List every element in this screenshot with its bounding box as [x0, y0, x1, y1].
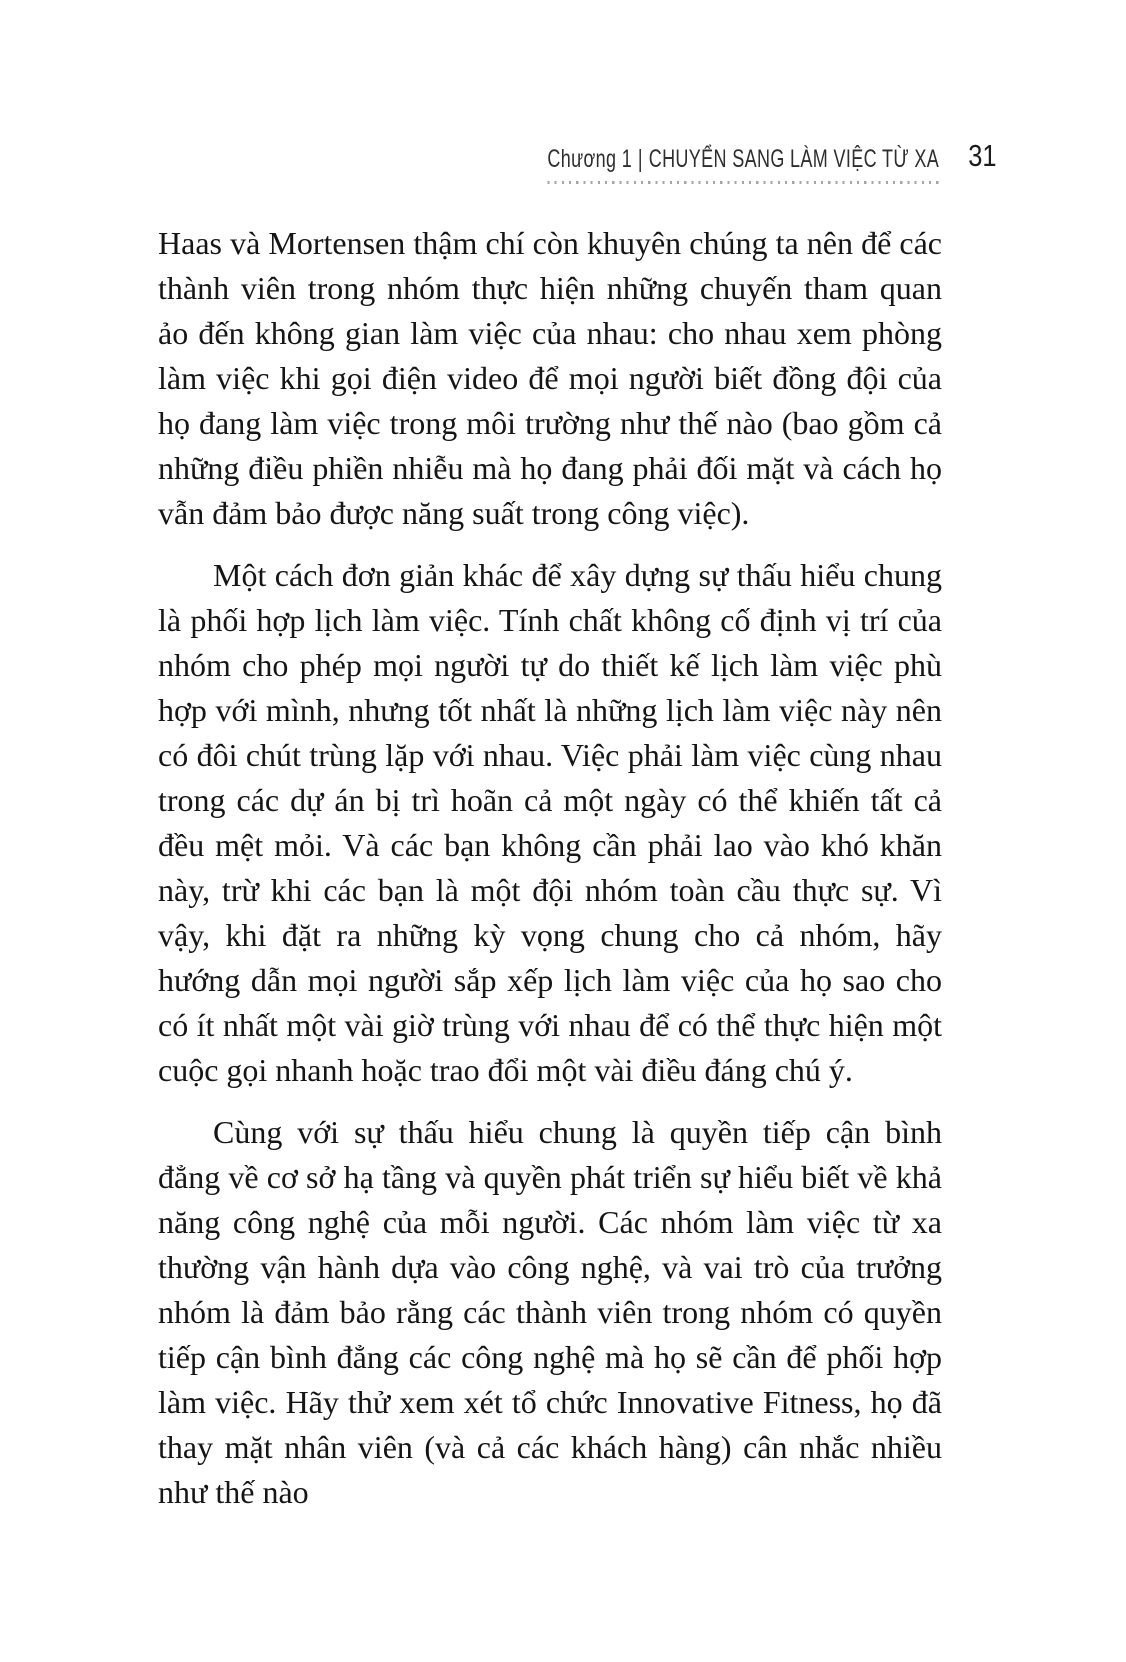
page-number: 31	[967, 138, 996, 173]
chapter-label: Chương 1	[547, 145, 633, 173]
chapter-title: CHUYỂN SANG LÀM VIỆC TỪ XA	[649, 145, 940, 173]
chapter-separator: |	[638, 145, 644, 173]
paragraph-2: Một cách đơn giản khác để xây dựng sự thấu hiểu chung là phối hợp lịch làm việc. Tính chất không cố định vị trí của nhóm cho phép mọi người tự do thiết kế lịch làm việc phù hợp với mình, nhưng tốt nhất là những lịch làm việc này nên có đôi chút trùng lặp với nhau. Việc phải làm việc cùng nhau trong các dự án bị trì hoãn cả một ngày có thể khiến tất cả đều mệt mỏi. Và các bạn không cần phải lao vào khó khăn này, trừ khi các bạn là một đội nhóm toàn cầu thực sự. Vì vậy, khi đặt ra những kỳ vọng chung cho cả nhóm, hãy hướng dẫn mọi người sắp xếp lịch làm việc của họ sao cho có ít nhất một vài giờ trùng với nhau để có thể thực hiện một cuộc gọi nhanh hoặc trao đổi một vài điều đáng chú ý.	[158, 557, 942, 1088]
paragraph-3: Cùng với sự thấu hiểu chung là quyền tiếp cận bình đẳng về cơ sở hạ tầng và quyền phát triển sự hiểu biết về khả năng công nghệ của mỗi người. Các nhóm làm việc từ xa thường vận hành dựa vào công nghệ, và vai trò của trưởng nhóm là đảm bảo rằng các thành viên trong nhóm có quyền tiếp cận bình đẳng các công nghệ mà họ sẽ cần để phối hợp làm việc. Hãy thử xem xét tổ chức Innovative Fitness, họ đã thay mặt nhân viên (và cả các khách hàng) cân nhắc nhiều như thế nào	[158, 1114, 942, 1510]
page-body	[158, 221, 942, 1532]
chapter-heading	[548, 145, 940, 184]
page-header	[395, 138, 996, 184]
paragraph-1: Haas và Mortensen thậm chí còn khuyên chúng ta nên để các thành viên trong nhóm thực hiện những chuyến tham quan ảo đến không gian làm việc của nhau: cho nhau xem phòng làm việc khi gọi điện video để mọi người biết đồng đội của họ đang làm việc trong môi trường như thế nào (bao gồm cả những điều phiền nhiễu mà họ đang phải đối mặt và cách họ vẫn đảm bảo được năng suất trong công việc).	[158, 225, 942, 531]
